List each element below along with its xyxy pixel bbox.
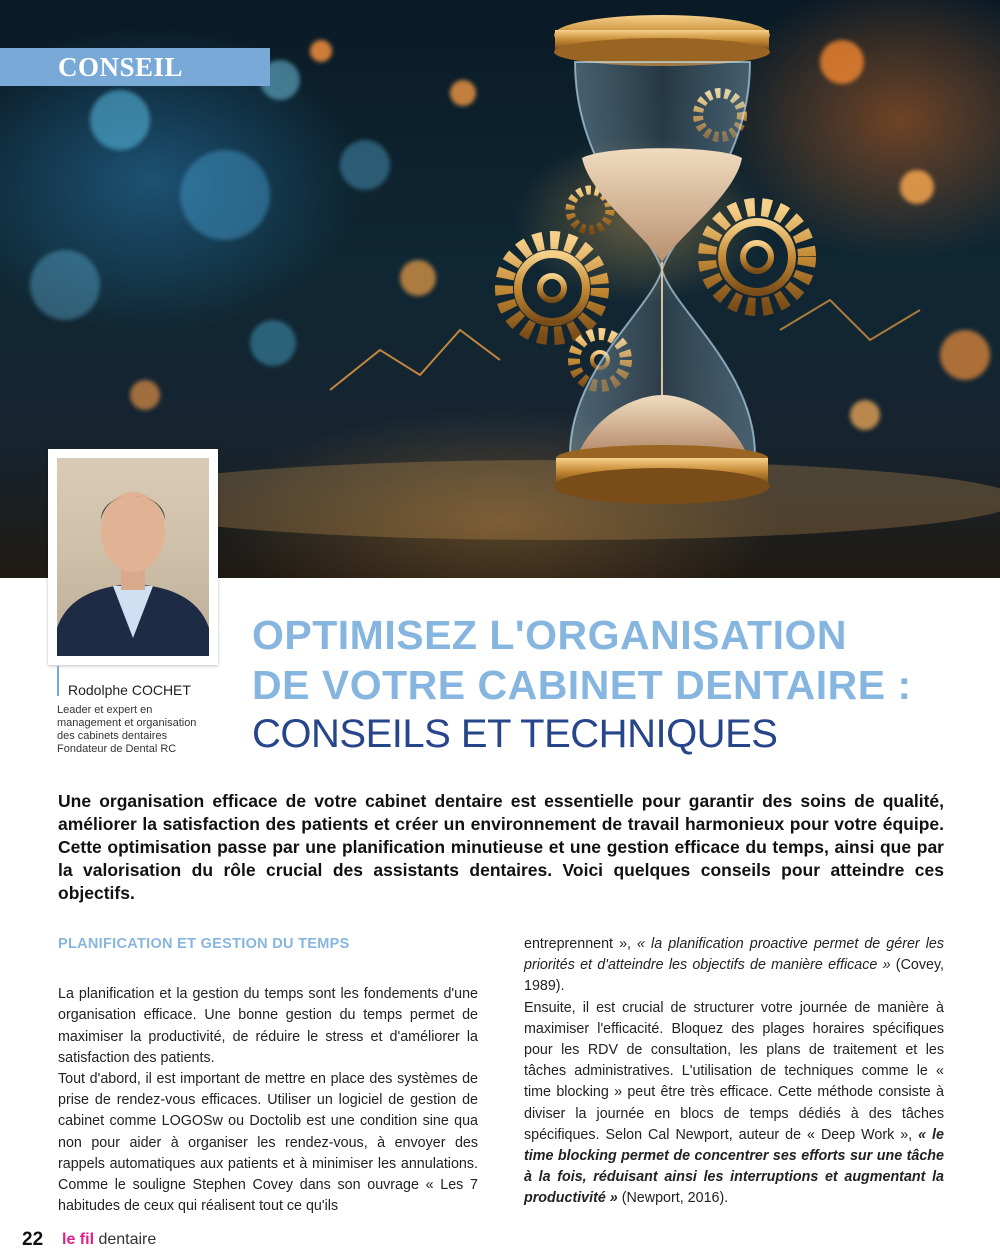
- author-accent-bar: [57, 666, 59, 696]
- paragraph: [524, 998, 944, 1210]
- article-column-left: [58, 934, 478, 1217]
- section-label: CONSEIL: [58, 52, 184, 82]
- author-name: Rodolphe COCHET: [68, 682, 191, 698]
- paragraph: La planification et la gestion du temps sont les fondements d'une organisation efficace. Une bonne gestion du temps permet de maximiser la productivité, de réduire le stress et d'améliorer la satisfaction des patients.: [58, 986, 478, 1066]
- article-title-line-1: OPTIMISEZ L'ORGANISATION: [252, 612, 847, 658]
- author-photo: [57, 458, 209, 656]
- citation: (Newport, 2016).: [617, 1190, 729, 1207]
- brand-part-1: le fil: [62, 1231, 95, 1248]
- author-portrait: [48, 449, 218, 665]
- section-subheading: PLANIFICATION ET GESTION DU TEMPS: [58, 936, 350, 952]
- article-subtitle: CONSEILS ET TECHNIQUES: [252, 712, 778, 756]
- article-lead: Une organisation efficace de votre cabinet dentaire est essentielle pour garantir des soins de qualité, améliorer la satisfaction des patients et créer un environnement de travail harmonieux pour votre équipe. Cette optimisation passe par une planification minutieuse et une gestion efficace du temps, ainsi que par la valorisation du rôle crucial des assistants dentaires. Voici quelques conseils pour atteindre ces objectifs.: [58, 791, 944, 903]
- brand-part-2: dentaire: [94, 1231, 157, 1248]
- quote-covey: « la planification proactive permet de gérer les priorités et d'atteindre les objectifs de manière efficace »: [524, 936, 944, 974]
- section-tag: [0, 48, 270, 86]
- paragraph-text: Ensuite, il est crucial de structurer votre journée de manière à maximiser l'efficacité. Bloquez des plages horaires spécifiques pour les RDV de consultation, les plans de traitement et les tâches administratives. L'utilisation de techniques comme le « time blocking » peut être très efficace. Cette méthode consiste à diviser la journée en blocs de temps dédiés à des tâches spécifiques. Selon Cal Newport, auteur de « Deep Work »,: [524, 999, 944, 1143]
- author-role-line: des cabinets dentaires: [57, 730, 168, 742]
- author-role-line: Fondateur de Dental RC: [57, 743, 177, 755]
- paragraph: Tout d'abord, il est important de mettre en place des systèmes de prise de rendez-vous efficaces. Utiliser un logiciel de gestion de cabinet comme LOGOSw ou Doctolib est une condition sine qua non pour aider à organiser les rendez-vous, à envoyer des rappels automatiques aux patients et à minimiser les annulations. Comme le souligne Stephen Covey dans son ouvrage « Les 7 habitudes de ceux qui réalisent tout ce qu'ils: [58, 1071, 478, 1215]
- citation: (Covey, 1989).: [524, 957, 945, 995]
- quote-newport: « le time blocking permet de concentrer ses efforts sur une tâche à la fois, réduisant ainsi les interruptions et augmentant la productivité »: [524, 1126, 944, 1207]
- article-title-line-2: DE VOTRE CABINET DENTAIRE :: [252, 662, 912, 708]
- page-number: 22: [22, 1229, 44, 1250]
- author-role: [57, 704, 217, 756]
- article-column-right: [524, 934, 944, 1210]
- author-role-line: management et organisation: [57, 717, 197, 729]
- author-role-line: Leader et expert en: [57, 704, 153, 716]
- paragraph-text: entreprennent »,: [524, 936, 638, 952]
- magazine-brand: [62, 1231, 156, 1249]
- paragraph: [524, 934, 944, 998]
